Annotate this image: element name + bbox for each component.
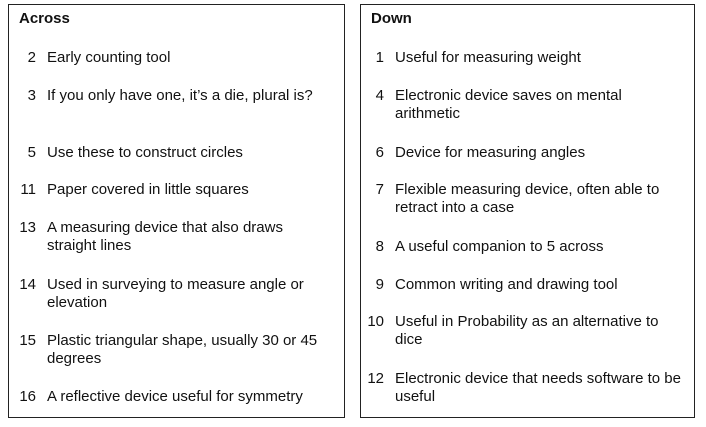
- clue-number: 5: [27, 144, 36, 161]
- clue-text: A measuring device that also draws straight lines: [47, 219, 283, 254]
- clue-number: 14: [19, 276, 36, 293]
- clue-number: 9: [375, 276, 384, 293]
- across-heading: Across: [19, 10, 70, 27]
- clue-text: Electronic device saves on mental arithmetic: [395, 87, 622, 122]
- clue-text: If you only have one, it’s a die, plural is?: [47, 87, 313, 104]
- clue-text: Useful for measuring weight: [395, 49, 581, 66]
- clue-text: Device for measuring angles: [395, 144, 586, 161]
- clue-text: Use these to construct circles: [47, 144, 243, 161]
- clue-number: 15: [19, 332, 36, 349]
- clue-number: 11: [20, 181, 36, 198]
- clue-text: Plastic triangular shape, usually 30 or 45 degrees: [47, 332, 318, 367]
- clue-number: 16: [19, 388, 36, 405]
- clue-number: 7: [375, 181, 384, 198]
- clue-text: Early counting tool: [47, 49, 171, 66]
- down-heading: Down: [371, 10, 412, 27]
- clue-text: Electronic device that needs software to be useful: [395, 370, 681, 405]
- clue-text: A useful companion to 5 across: [395, 238, 604, 255]
- clue-number: 4: [375, 87, 384, 104]
- clue-number: 6: [375, 144, 384, 161]
- clue-text: Paper covered in little squares: [47, 181, 249, 198]
- clue-number: 1: [375, 49, 384, 66]
- clue-number: 13: [19, 219, 36, 236]
- down-clues-panel: [360, 4, 695, 418]
- clue-text: Common writing and drawing tool: [395, 276, 618, 293]
- clue-text: Used in surveying to measure angle or elevation: [47, 276, 304, 311]
- clue-number: 3: [27, 87, 36, 104]
- clue-number: 8: [375, 238, 384, 255]
- clue-text: A reflective device useful for symmetry: [47, 388, 303, 405]
- clue-text: Flexible measuring device, often able to retract into a case: [395, 181, 660, 216]
- clue-number: 2: [27, 49, 36, 66]
- clue-number: 12: [367, 370, 384, 387]
- clue-number: 10: [367, 313, 384, 330]
- clue-text: Useful in Probability as an alternative to dice: [395, 313, 659, 348]
- across-clues-panel: [8, 4, 345, 418]
